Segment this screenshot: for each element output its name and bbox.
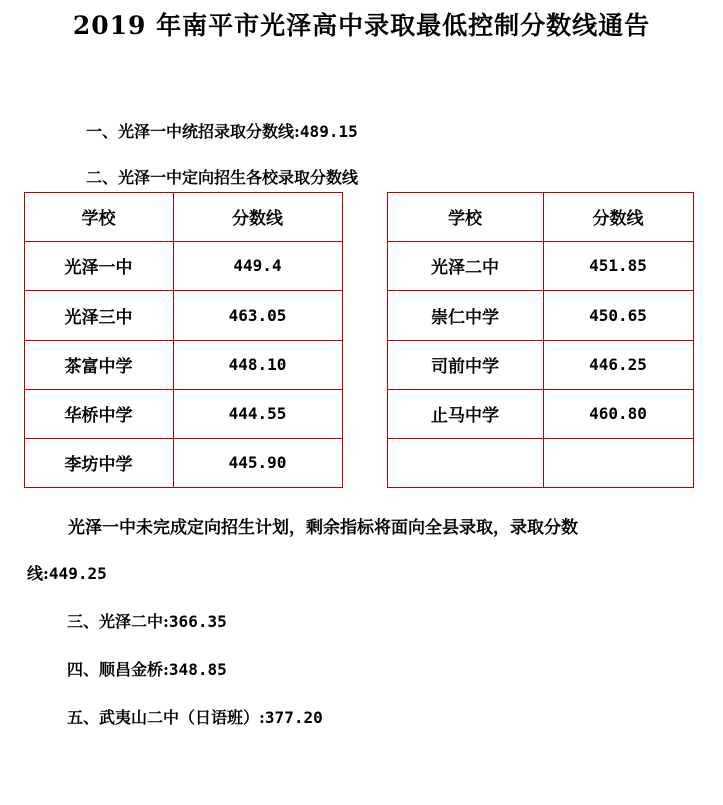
item-five-score: 377.20	[264, 708, 323, 727]
table-cell-school: 崇仁中学	[431, 307, 499, 328]
table-cell-score: 451.85	[589, 256, 647, 275]
table-cell-school: 光泽二中	[431, 258, 499, 278]
table-cell-score: 463.05	[228, 305, 287, 325]
item-five	[67, 705, 323, 728]
item-three-label: 三、光泽二中:	[67, 612, 169, 631]
item-four	[67, 657, 227, 680]
item-one-score: 489.15	[299, 122, 358, 141]
table-cell-school: 光泽三中	[64, 307, 133, 328]
header-school-right: 学校	[448, 209, 482, 229]
table-cell-school: 止马中学	[431, 406, 499, 426]
table-cell-school: 司前中学	[431, 357, 499, 377]
table-cell-empty	[387, 438, 543, 487]
table-cell-score: 449.4	[233, 256, 282, 275]
item-three-score: 366.35	[168, 612, 227, 631]
page-title: 2019 年南平市光泽高中录取最低控制分数线通告	[72, 11, 651, 40]
header-score-left: 分数线	[232, 209, 283, 229]
table-cell-empty	[543, 438, 693, 487]
note-line-2-label: 线:	[27, 564, 49, 583]
item-three	[67, 609, 227, 632]
item-four-score: 348.85	[168, 660, 227, 679]
table-cell-score: 460.80	[589, 404, 647, 423]
note-line-2-score: 449.25	[48, 564, 107, 583]
table-cell-school: 李坊中学	[64, 455, 133, 475]
table-cell-school: 光泽一中	[64, 258, 133, 278]
table-border-line	[24, 487, 342, 488]
note-line-2	[27, 561, 107, 584]
item-one	[86, 119, 358, 142]
item-five-label: 五、武夷山二中（日语班）:	[67, 708, 265, 727]
table-border-line	[387, 487, 694, 488]
item-one-label: 一、光泽一中统招录取分数线:	[86, 122, 300, 141]
table-cell-school: 华桥中学	[64, 406, 133, 426]
note-line-1: 光泽一中未完成定向招生计划，剩余指标将面向全县录取，录取分数	[68, 518, 578, 538]
table-cell-score: 446.25	[589, 355, 647, 374]
score-table	[24, 192, 694, 488]
item-two-heading: 二、光泽一中定向招生各校录取分数线	[86, 168, 359, 187]
table-cell-school: 茶富中学	[64, 357, 133, 377]
header-score-right: 分数线	[592, 209, 644, 229]
table-border-line	[693, 192, 694, 488]
table-cell-score: 445.90	[228, 453, 287, 472]
header-school-left: 学校	[81, 209, 116, 229]
table-border-line	[342, 192, 343, 488]
table-cell-score: 450.65	[589, 305, 647, 325]
table-cell-score: 444.55	[228, 404, 287, 423]
item-four-label: 四、顺昌金桥:	[67, 660, 169, 679]
table-cell-score: 448.10	[228, 355, 287, 374]
